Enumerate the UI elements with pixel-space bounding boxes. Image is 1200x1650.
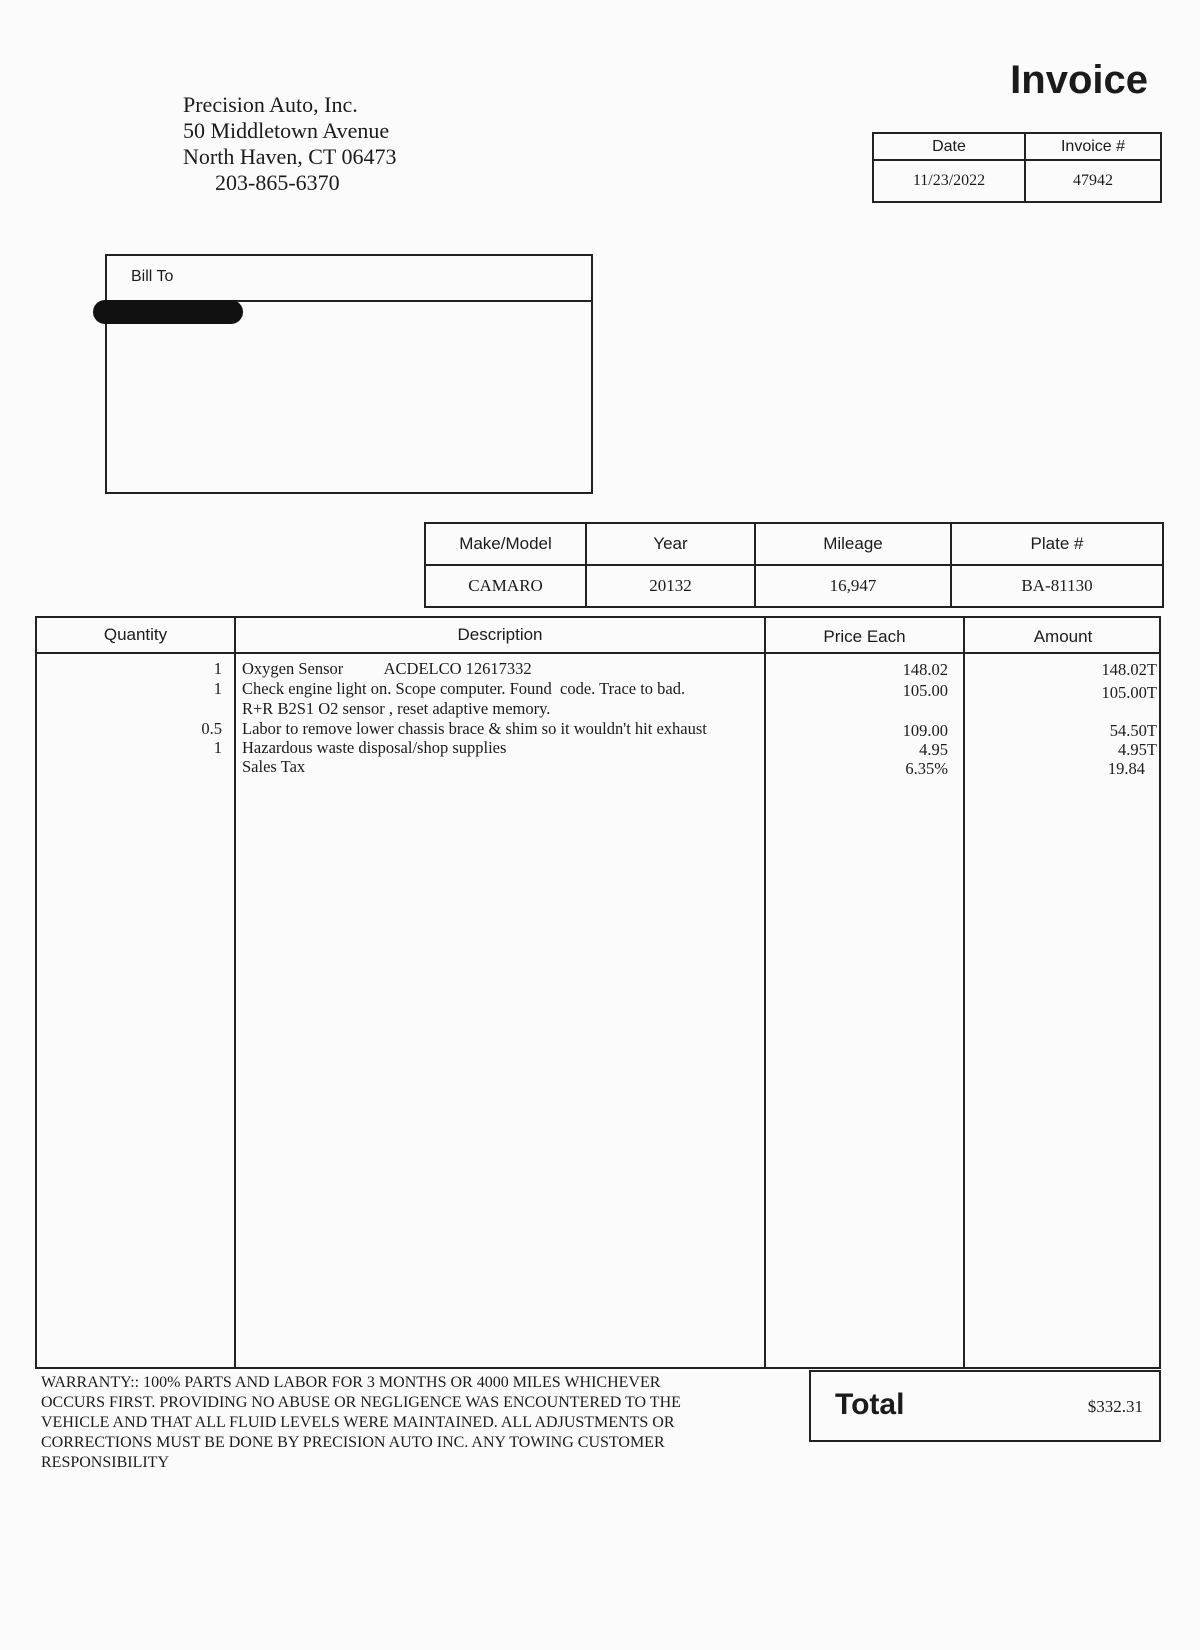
warranty-line: VEHICLE AND THAT ALL FLUID LEVELS WERE MAINTAINED. ALL ADJUSTMENTS OR [41,1414,675,1431]
warranty-text [41,1373,781,1467]
row-amount: 4.95T [1118,740,1157,759]
date-header: Date [873,133,1025,160]
row-description: Sales Tax [242,757,306,776]
year-header: Year [586,523,755,565]
row-description: Hazardous waste disposal/shop supplies [242,738,507,757]
row-amount: 54.50T [1109,721,1157,740]
line-items-table [35,616,1161,1369]
invoice-date: 11/23/2022 [873,160,1025,202]
total-value: $332.31 [1087,1397,1143,1416]
invoice-number-header: Invoice # [1025,133,1161,160]
row-description: Oxygen Sensor ACDELCO 12617332 [242,659,532,678]
row-description: Check engine light on. Scope computer. Found code. Trace to bad. [242,679,686,698]
plate-value: BA-81130 [951,565,1163,607]
warranty-line: CORRECTIONS MUST BE DONE BY PRECISION AUTO INC. ANY TOWING CUSTOMER [41,1434,665,1451]
company-address-line1: 50 Middletown Avenue [183,118,390,143]
year-value: 20132 [586,565,755,607]
price-each-header: Price Each [823,627,906,646]
row-amount: 148.02T [1101,660,1157,679]
document-title: Invoice [1010,58,1148,102]
description-header: Description [457,625,543,644]
row-price: 6.35% [905,759,948,778]
redaction-mark [93,300,243,324]
bill-to-label: Bill To [131,268,174,285]
vehicle-table [424,522,1164,608]
company-header [183,92,396,196]
invoice-number: 47942 [1025,160,1161,202]
warranty-line: RESPONSIBILITY [41,1454,170,1467]
company-name: Precision Auto, Inc. [183,92,358,117]
row-quantity: 1 [213,738,222,757]
invoice-meta-table [872,132,1162,203]
bill-to-box [105,254,593,494]
company-phone: 203-865-6370 [215,170,340,195]
column-divider [963,618,965,1367]
row-price: 4.95 [919,740,948,759]
row-quantity: 0.5 [201,719,222,738]
column-divider [764,618,766,1367]
column-divider [234,618,236,1367]
warranty-line: WARRANTY:: 100% PARTS AND LABOR FOR 3 MONTHS OR 4000 MILES WHICHEVER [41,1374,661,1391]
row-amount: 19.84 [1107,759,1145,778]
row-description: Labor to remove lower chassis brace & shim so it wouldn't hit exhaust [242,719,707,738]
make-model-value: CAMARO [425,565,586,607]
company-address-line2: North Haven, CT 06473 [183,144,397,169]
mileage-value: 16,947 [755,565,951,607]
amount-header: Amount [1033,627,1093,646]
row-price: 148.02 [902,660,948,679]
total-box [809,1370,1161,1442]
total-label: Total [835,1388,905,1421]
row-amount: 105.00T [1101,683,1157,702]
make-model-header: Make/Model [425,523,586,565]
warranty-line: OCCURS FIRST. PROVIDING NO ABUSE OR NEGLIGENCE WAS ENCOUNTERED TO THE [41,1394,681,1411]
row-description: R+R B2S1 O2 sensor , reset adaptive memory. [242,699,551,718]
quantity-header: Quantity [103,625,168,644]
mileage-header: Mileage [755,523,951,565]
plate-header: Plate # [951,523,1163,565]
row-quantity: 1 [213,659,222,678]
header-divider [37,652,1159,654]
row-quantity: 1 [213,679,222,698]
row-price: 105.00 [902,681,948,700]
row-price: 109.00 [902,721,948,740]
